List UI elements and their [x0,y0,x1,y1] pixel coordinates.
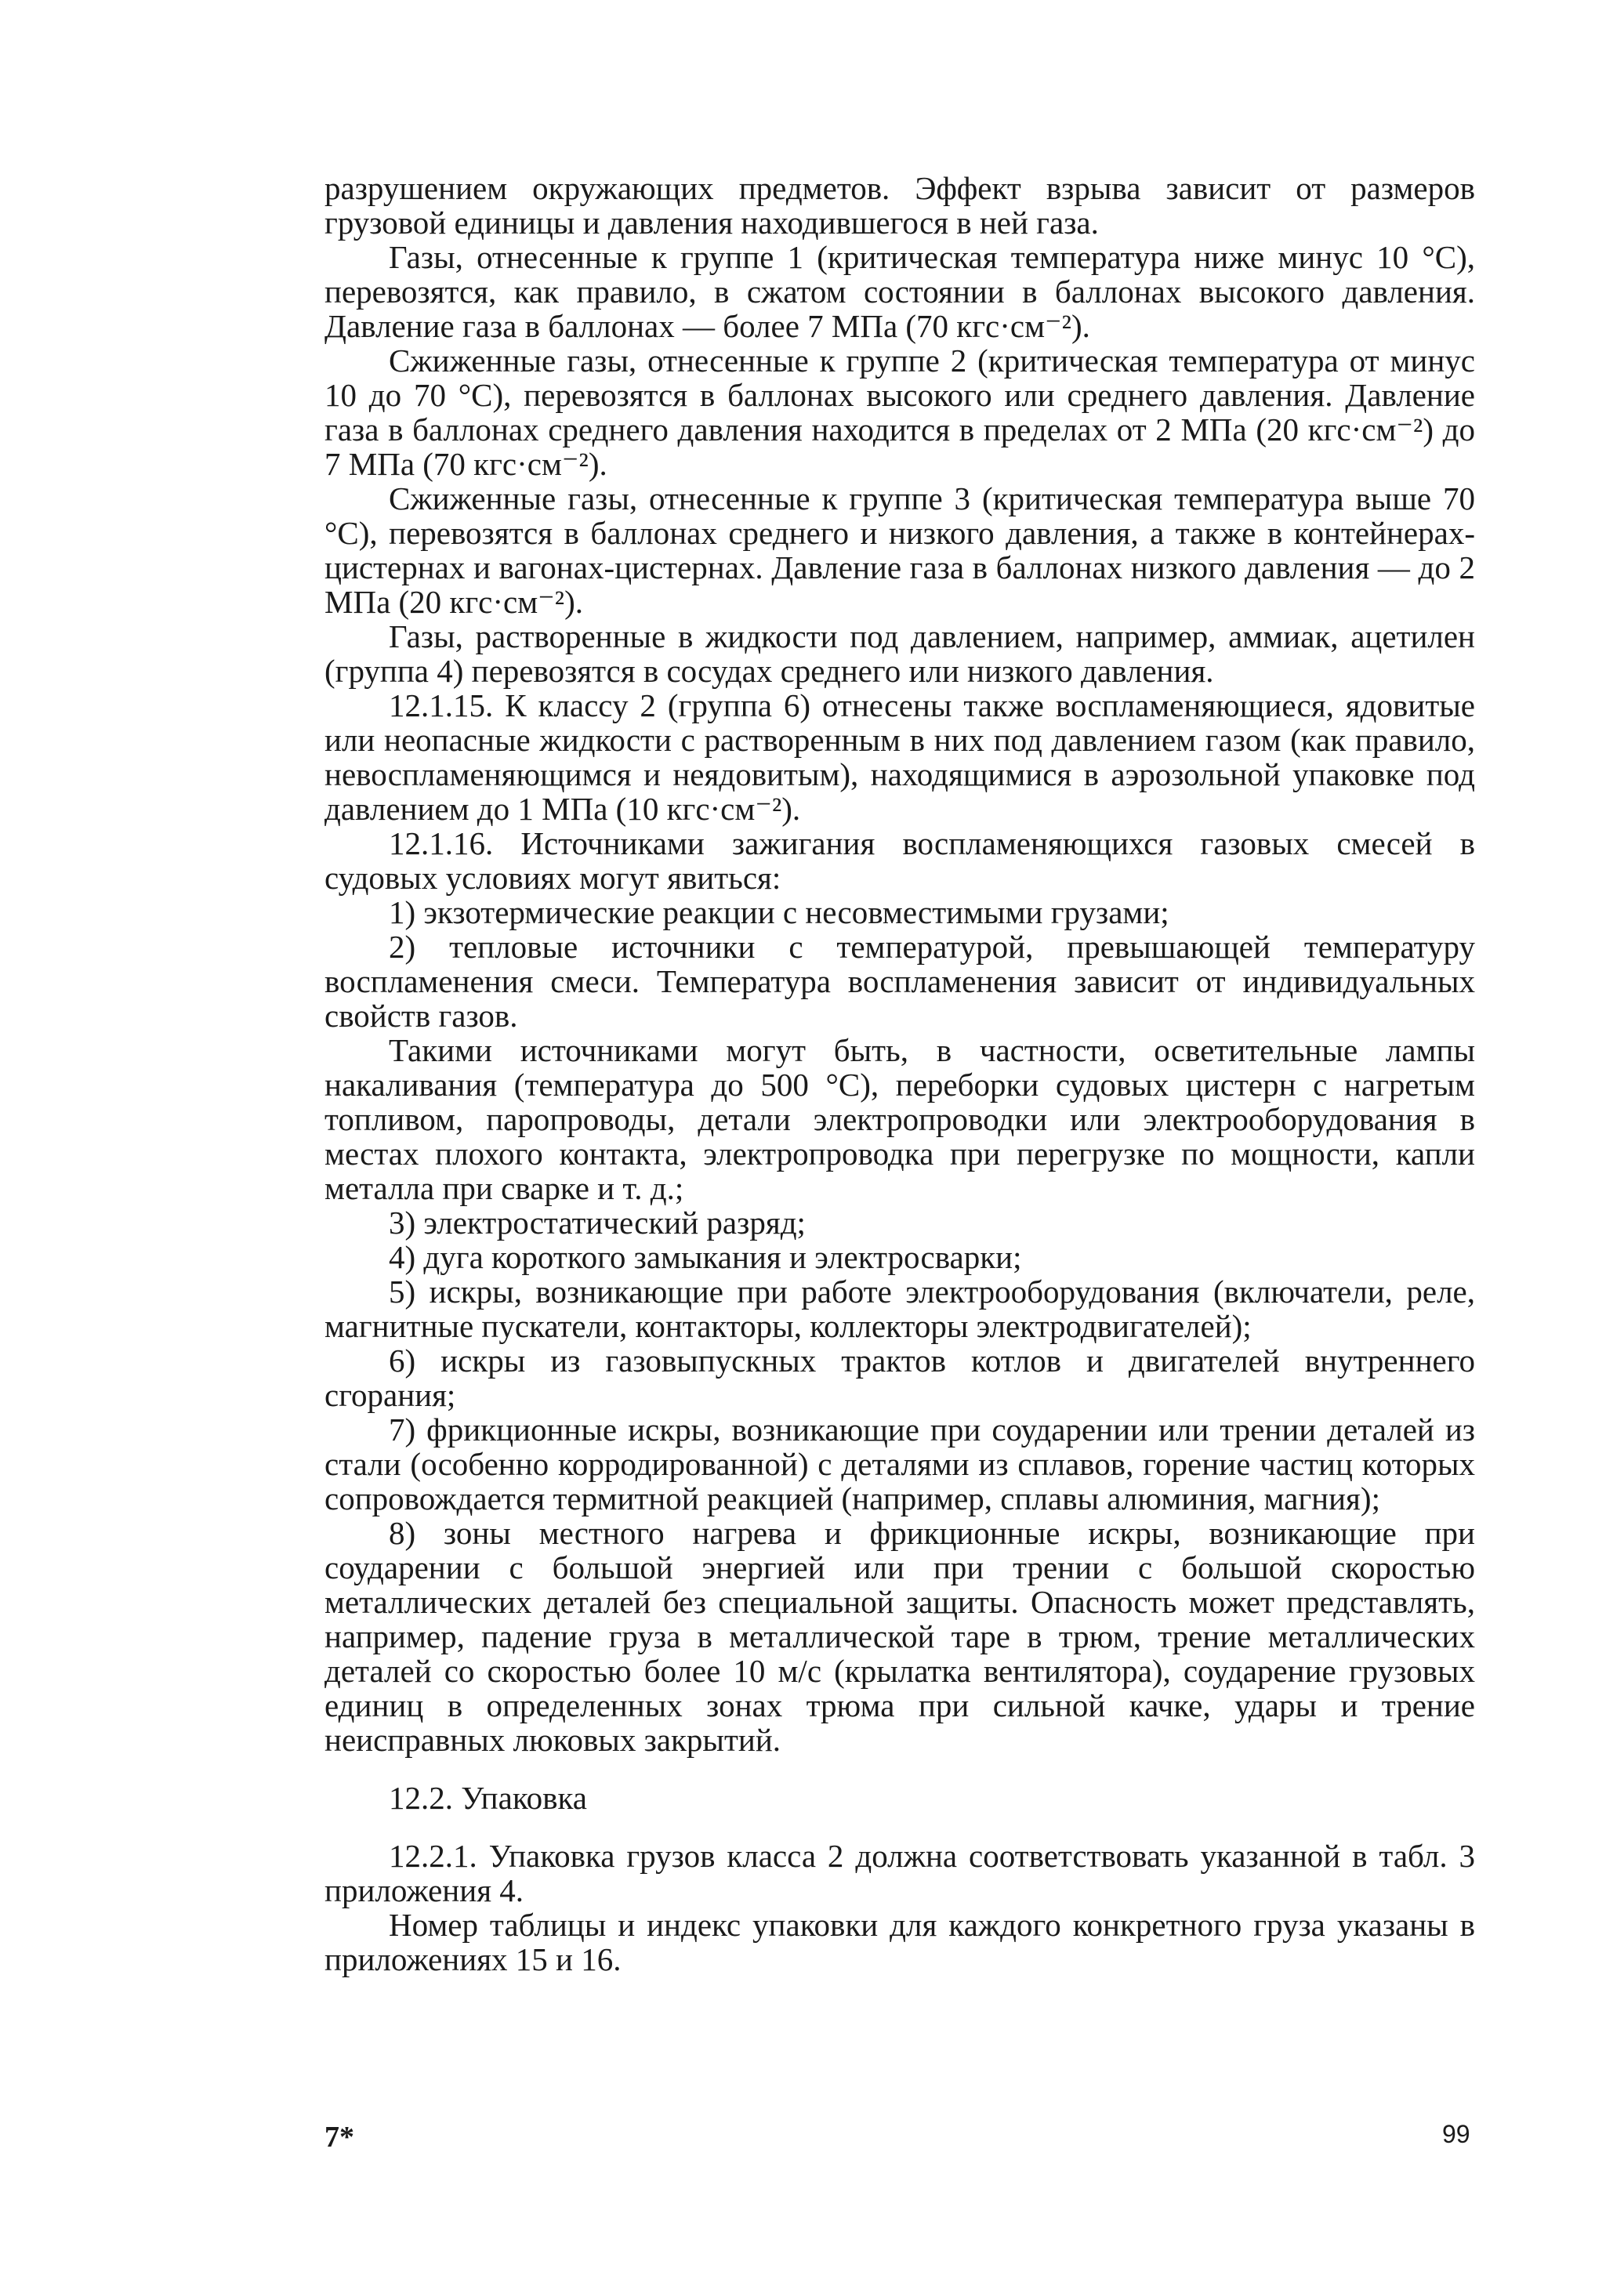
paragraph: 6) искры из газовыпускных трактов котлов и двигателей внутреннего сгорания; [324,1343,1475,1413]
paragraph: 5) искры, возникающие при работе электрооборудования (включатели, реле, магнитные пускатели, контакторы, коллекторы электродвигателей); [324,1274,1475,1344]
paragraph: 12.1.16. Источниками зажигания воспламеняющихся газовых смесей в судовых условиях могут явиться: [324,825,1475,896]
paragraph: 3) электростатический разряд; [389,1205,806,1241]
paragraph: Газы, растворенные в жидкости под давлением, например, аммиак, ацетилен (группа 4) перевозятся в сосудах среднего или низкого давления. [324,618,1475,689]
paragraph: Сжиженные газы, отнесенные к группе 3 (критическая температура выше 70 °С), перевозятся в баллонах среднего и низкого давления, а также в контейнерах-цистернах и вагонах-цистернах. Давление газа в баллонах низкого давления — до 2 МПа (20 кгс·см⁻²). [324,480,1475,620]
paragraph-group [324,1839,1475,1977]
signature-mark: 7* [324,2121,354,2154]
paragraph: 12.2.1. Упаковка грузов класса 2 должна соответствовать указанной в табл. 3 приложения 4. [324,1838,1475,1908]
paragraph: 7) фрикционные искры, возникающие при соударении или трении деталей из стали (особенно корродированной) с деталями из сплавов, горение частиц которых сопровождается термитной реакцией (например, сплавы алюминия, магния); [324,1411,1475,1516]
paragraph: 2) тепловые источники с температурой, превышающей температуру воспламенения смеси. Температура воспламенения зависит от индивидуальных свойств газов. [324,929,1475,1034]
paragraph: Такими источниками могут быть, в частности, осветительные лампы накаливания (температура до 500 °С), переборки судовых цистерн с нагретым топливом, паропроводы, детали электропроводки или электрооборудования в местах плохого контакта, электропроводка при перегрузке по мощности, капли металла при сварке и т. д.; [324,1032,1475,1206]
paragraph: 12.1.15. К классу 2 (группа 6) отнесены также воспламеняющиеся, ядовитые или неопасные жидкости с растворенным в них под давлением газом (как правило, невоспламеняющимся и неядовитым), находящимися в аэрозольной упаковке под давлением до 1 МПа (10 кгс·см⁻²). [324,687,1475,827]
section-heading: 12.2. Упаковка [389,1780,588,1816]
paragraph: разрушением окружающих предметов. Эффект взрыва зависит от размеров грузовой единицы и давления находившегося в ней газа. [324,170,1475,241]
paragraph: Газы, отнесенные к группе 1 (критическая температура ниже минус 10 °С), перевозятся, как правило, в сжатом состоянии в баллонах высокого давления. Давление газа в баллонах — более 7 МПа (70 кгс·см⁻²). [324,239,1475,344]
paragraph: 1) экзотермические реакции с несовместимыми грузами; [389,894,1169,930]
paragraph: 8) зоны местного нагрева и фрикционные искры, возникающие при соударении с большой энергией или при трении с большой скоростью металлических деталей без специальной защиты. Опасность может представлять, например, падение груза в металлической таре в трюм, трение металлических деталей со скоростью более 10 м/с (крылатка вентилятора), соударение грузовых единиц в определенных зонах трюма при сильной качке, удары и трение неисправных люковых закрытий. [324,1515,1475,1758]
paragraph: 4) дуга короткого замыкания и электросварки; [389,1239,1022,1275]
paragraph-group [324,171,1475,1757]
body-text [324,171,1475,1977]
paragraph: Сжиженные газы, отнесенные к группе 2 (критическая температура от минус 10 до 70 °С), перевозятся в баллонах высокого или среднего давления. Давление газа в баллонах среднего давления находится в пределах от 2 МПа (20 кгс·см⁻²) до 7 МПа (70 кгс·см⁻²). [324,342,1475,482]
page-number: 99 [1442,2120,1470,2148]
paragraph: Номер таблицы и индекс упаковки для каждого конкретного груза указаны в приложениях 15 и 16. [324,1907,1475,1977]
